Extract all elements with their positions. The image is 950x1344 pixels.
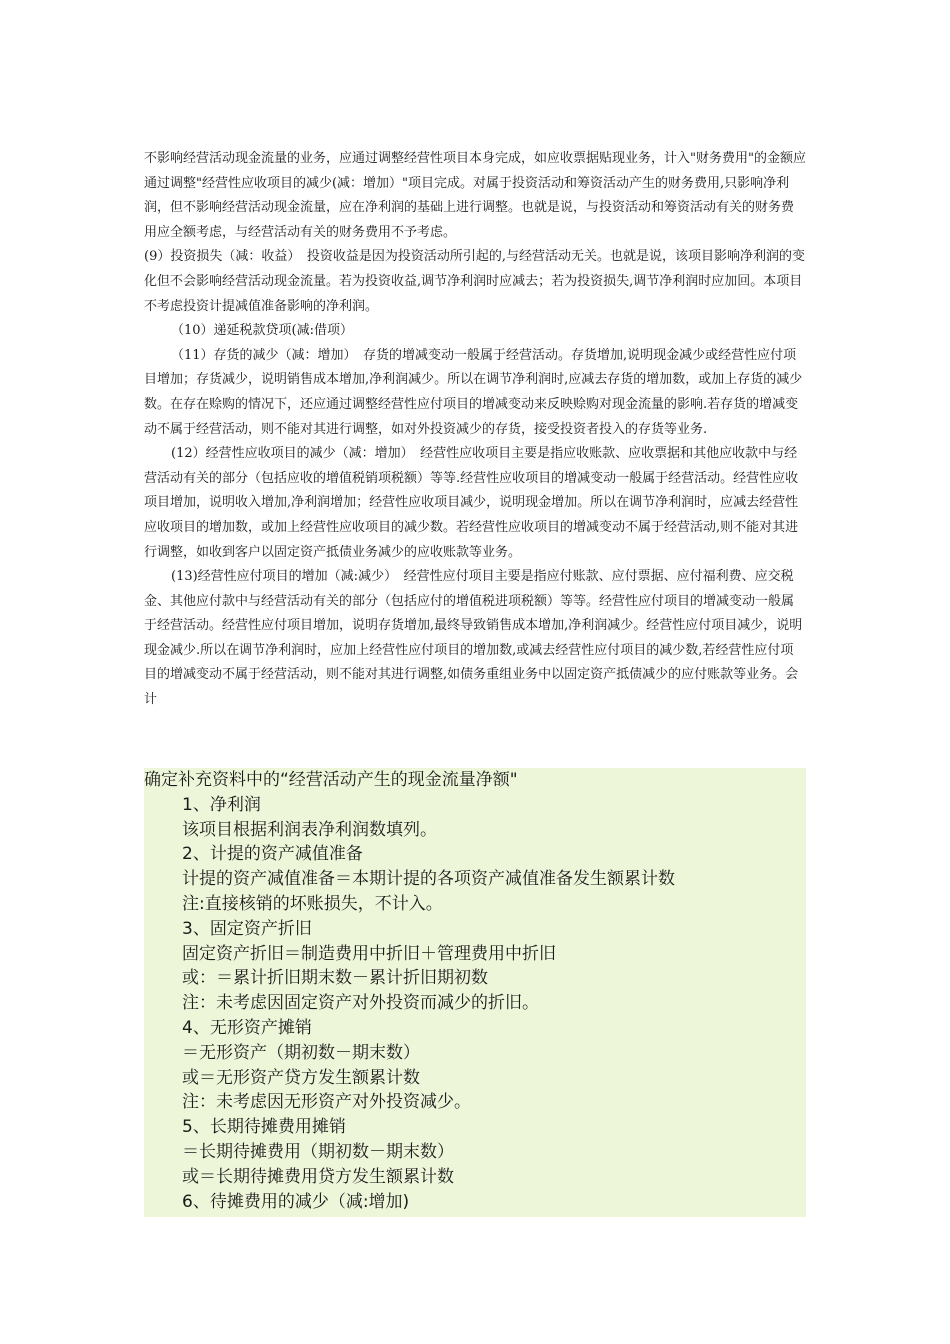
list-item: 注：未考虑因无形资产对外投资减少。 xyxy=(182,1092,471,1113)
body-text xyxy=(144,147,806,713)
list-item: 1、净利润 xyxy=(182,794,261,815)
list-item: 计提的资产减值准备＝本期计提的各项资产减值准备发生额累计数 xyxy=(182,869,675,890)
list-item: 5、长期待摊费用摊销 xyxy=(182,1117,346,1138)
list-item: 2、计提的资产减值准备 xyxy=(182,844,363,865)
paragraph-receivables: (12）经营性应收项目的减少（减：增加） 经营性应收项目主要是指应收账款、应收票据和其他应收款中与经营活动有关的部分（包括应收的增值税销项税额）等等.经营性应收项目的增减变动一般属于经营活动。经营性应收项目增加，说明收入增加,净利润增加；经营性应收项目减少，说明现金增加。所以在调节净利润时，应减去经营性应收项目的增加数，或加上经营性应收项目的减少数。若经营性应收项目的增减变动不属于经营活动,则不能对其进行调整，如收到客户以固定资产抵债业务减少的应收账款等业务。 xyxy=(144,446,799,560)
paragraph-financial-expense: 不影响经营活动现金流量的业务，应通过调整经营性项目本身完成，如应收票据贴现业务，计入"财务费用"的金额应通过调整"经营性应收项目的减少(减：增加）"项目完成。对属于投资活动和筹资活动产生的财务费用,只影响净利润，但不影响经营活动现金流量，应在净利润的基础上进行调整。也就是说，与投资活动和筹资活动有关的财务费用应全额考虑，与经营活动有关的财务费用不予考虑。 xyxy=(144,151,806,240)
list-item: 或＝无形资产贷方发生额累计数 xyxy=(182,1067,420,1088)
list-item: 固定资产折旧＝制造费用中折旧＋管理费用中折旧 xyxy=(182,943,556,964)
list-item: 注:直接核销的坏账损失，不计入。 xyxy=(182,893,443,914)
list-item: 4、无形资产摊销 xyxy=(182,1017,312,1038)
list-item: 6、待摊费用的减少（减:增加) xyxy=(182,1191,410,1212)
paragraph-payables: (13)经营性应付项目的增加（减:减少） 经营性应付项目主要是指应付账款、应付票据、应付福利费、应交税金、其他应付款中与经营活动有关的部分（包括应付的增值税进项税额）等等。经营性应付项目的增减变动一般属于经营活动。经营性应付项目增加，说明存货增加,最终导致销售成本增加,净利润减少。经营性应付项目减少，说明现金减少.所以在调节净利润时，应加上经营性应付项目的增加数,或减去经营性应付项目的减少数,若经营性应付项目的增减变动不属于经营活动，则不能对其进行调整,如债务重组业务中以固定资产抵债减少的应付账款等业务。会计 xyxy=(144,569,803,708)
list-item: 或：＝累计折旧期末数－累计折旧期初数 xyxy=(182,968,488,989)
list-item: 该项目根据利润表净利润数填列。 xyxy=(182,819,437,840)
box-heading: 确定补充资料中的“经营活动产生的现金流量净额" xyxy=(144,770,518,790)
paragraph-deferred-tax: （10）递延税款贷项(减:借项） xyxy=(171,323,353,339)
list-item: 或＝长期待摊费用贷方发生额累计数 xyxy=(182,1166,454,1187)
list-item: 3、固定资产折旧 xyxy=(182,918,312,939)
highlight-box xyxy=(144,768,806,1217)
paragraph-inventory: （11）存货的减少（减：增加） 存货的增减变动一般属于经营活动。存货增加,说明现金减少或经营性应付项目增加；存货减少，说明销售成本增加,净利润减少。所以在调节净利润时,应减去存货的增加数，或加上存货的减少数。在存在赊购的情况下，还应通过调整经营性应付项目的增减变动来反映赊购对现金流量的影响.若存货的增减变动不属于经营活动，则不能对其进行调整，如对外投资减少的存货，接受投资者投入的存货等业务. xyxy=(144,347,803,437)
list-item: ＝无形资产（期初数－期末数） xyxy=(182,1042,420,1063)
list-item: 注：未考虑因固定资产对外投资而减少的折旧。 xyxy=(182,993,539,1014)
list-item: ＝长期待摊费用（期初数－期末数） xyxy=(182,1141,454,1162)
paragraph-investment-loss: (9）投资损失（减：收益） 投资收益是因为投资活动所引起的,与经营活动无关。也就是说，该项目影响净利润的变化但不会影响经营活动现金流量。若为投资收益,调节净利润时应减去；若为投资损失,调节净利润时应加回。本项目不考虑投资计提减值准备影响的净利润。 xyxy=(144,249,805,314)
